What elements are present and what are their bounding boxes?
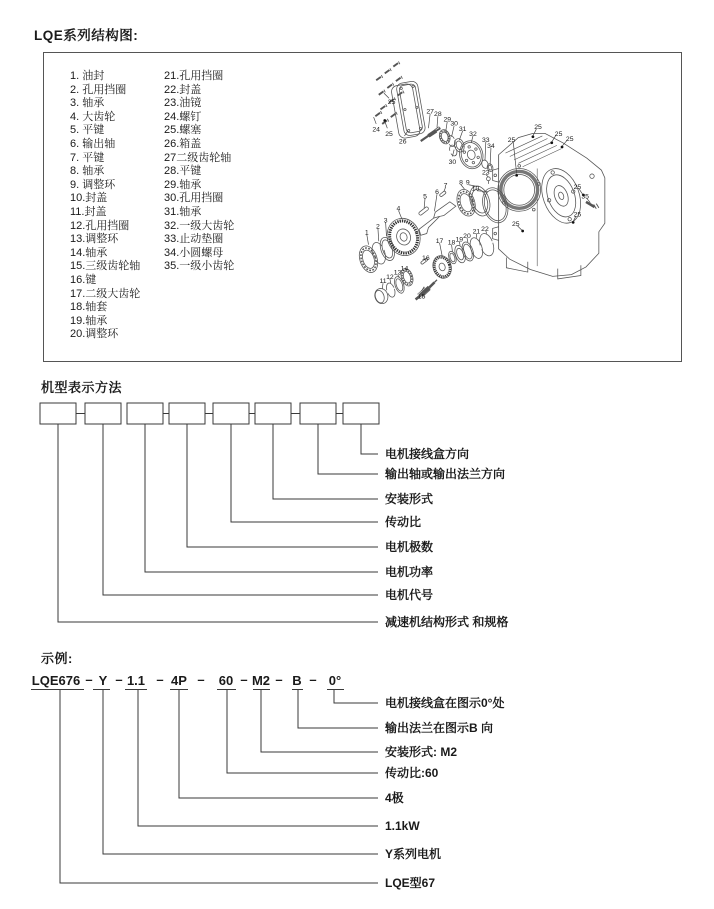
callout-number: 33: [482, 136, 490, 144]
callout-number: 27: [426, 108, 434, 116]
example-code-segment: B: [292, 673, 302, 688]
parts-list-item: 21.孔用挡圈: [164, 70, 224, 82]
callout-number: 8: [459, 179, 463, 187]
structure-section-title: LQE系列结构图:: [34, 28, 139, 43]
example-label: Y系列电机: [385, 847, 442, 861]
callout-number: 15: [417, 293, 426, 301]
parts-list-item: 29.轴承: [164, 178, 202, 191]
parts-list-item: 7. 平键: [70, 151, 105, 164]
callout-layer: [365, 93, 590, 301]
code-separator: –: [115, 672, 123, 687]
callout-number: 31: [458, 125, 467, 133]
label-leader-line: [103, 690, 378, 855]
parts-list-item: 31.轴承: [164, 205, 202, 218]
parts-list-item: 1. 油封: [70, 70, 105, 82]
parts-list-item: 17.二级大齿轮: [70, 287, 141, 300]
label-leader-line: [298, 690, 378, 729]
callout-number: 18: [447, 239, 456, 247]
code-separator: –: [85, 672, 93, 687]
designation-section-title: 机型表示方法: [41, 380, 123, 395]
callout-number: 24: [372, 126, 381, 134]
designation-label: 电机代号: [385, 588, 434, 602]
callout-leader: [485, 142, 486, 161]
label-leader-line: [261, 690, 378, 753]
parts-list-item: 24.螺钉: [164, 110, 202, 123]
designation-label: 电机接线盒方向: [385, 447, 470, 461]
callout-number: 30: [448, 159, 457, 167]
designation-label: 安装形式: [385, 492, 434, 506]
example-label: 传动比:60: [385, 766, 439, 780]
designation-label: 输出轴或输出法兰方向: [385, 467, 506, 481]
callout-number: 32: [469, 130, 477, 138]
callout-leader: [384, 93, 389, 98]
example-label: 安装形式: M2: [385, 745, 458, 759]
label-leader-line: [58, 424, 378, 622]
parts-list-item: 4. 大齿轮: [70, 110, 116, 123]
example-label: LQE型67: [385, 876, 436, 890]
label-leader-line: [318, 424, 378, 474]
parts-list-item: 11.封盖: [70, 205, 107, 218]
parts-list-item: 32.一级大齿轮: [164, 219, 235, 232]
callout-leader: [374, 117, 377, 124]
example-label: 电机接线盒在图示0°处: [385, 696, 505, 710]
callout-number: 13: [393, 269, 402, 277]
parts-list-item: 18.轴套: [70, 301, 108, 314]
callout-number: 10: [471, 185, 480, 193]
callout-number: 19: [455, 236, 464, 244]
code-separator: –: [309, 672, 317, 687]
callout-leader: [434, 194, 437, 211]
designation-diagram: [0, 395, 714, 637]
parts-list-item: 28.平键: [164, 165, 202, 178]
parts-list-item: 20.调整环: [70, 328, 119, 341]
exploded-view-art: [356, 61, 605, 305]
callout-number: 11: [379, 278, 387, 286]
example-label: 输出法兰在图示B 向: [385, 721, 494, 735]
callout-number: 25: [573, 211, 582, 219]
parts-list-item: 10.封盖: [70, 192, 108, 205]
callout-number: 25: [573, 184, 582, 192]
parts-list-item: 23.油镜: [164, 97, 202, 110]
callout-number: 23: [482, 169, 490, 177]
example-code-segment: 4P: [171, 673, 187, 688]
label-leader-line: [187, 424, 378, 547]
callout-number: 12: [386, 273, 394, 281]
designation-box: [343, 403, 379, 424]
parts-list-item: 16.键: [70, 273, 97, 286]
label-leader-line: [145, 424, 378, 572]
parts-list-item: 9. 调整环: [70, 178, 116, 191]
example-diagram: [0, 660, 714, 909]
label-leader-line: [179, 690, 378, 799]
callout-number: 25: [511, 220, 520, 228]
callout-number: 14: [400, 265, 409, 273]
designation-box: [40, 403, 76, 424]
callout-number: 7: [443, 182, 448, 190]
callout-number: 9: [465, 179, 470, 187]
label-leader-line: [138, 690, 378, 827]
callout-leader: [385, 121, 388, 128]
callout-number: 4: [396, 205, 401, 213]
parts-list-item: 26.箱盖: [164, 137, 202, 150]
parts-list-item: 15.三级齿轮轴: [70, 260, 141, 273]
parts-list-item: 27二级齿轮轴: [164, 151, 232, 164]
designation-box: [169, 403, 205, 424]
example-code-segment: 60: [218, 673, 234, 688]
parts-list-item: 35.一级小齿轮: [164, 260, 235, 273]
code-separator: –: [275, 672, 283, 687]
parts-list-item: 19.轴承: [70, 314, 108, 327]
code-separator: –: [197, 672, 205, 687]
callout-number: 17: [435, 237, 444, 245]
parts-list-item: 34.小圆螺母: [164, 246, 224, 259]
designation-box: [255, 403, 291, 424]
callout-number: 25: [385, 130, 393, 138]
parts-list-item: 3. 轴承: [70, 97, 105, 110]
callout-leader: [386, 222, 387, 236]
parts-list-item: 6. 输出轴: [70, 137, 116, 150]
callout-number: 16: [422, 255, 430, 263]
designation-label: 电机极数: [385, 540, 434, 554]
label-leader-line: [361, 424, 378, 454]
callout-leader: [490, 148, 491, 165]
parts-list-item: 5. 平键: [70, 124, 105, 137]
designation-label: 传动比: [385, 515, 422, 529]
parts-list-item: 14.轴承: [70, 246, 108, 259]
designation-box: [300, 403, 336, 424]
callout-number: 34: [487, 142, 495, 150]
code-separator: –: [156, 672, 164, 687]
callout-number: 1: [364, 229, 369, 237]
callout-leader: [428, 114, 430, 129]
label-leader-line: [334, 690, 378, 704]
callout-number: 5: [423, 193, 427, 201]
parts-list-item: 12.孔用挡圈: [70, 219, 130, 232]
callout-number: 25: [387, 99, 396, 107]
parts-list-item: 25.螺塞: [164, 124, 202, 137]
designation-box: [85, 403, 121, 424]
label-leader-line: [231, 424, 378, 522]
label-leader-line: [227, 690, 378, 774]
parts-list-item: 2. 孔用挡圈: [70, 83, 127, 96]
callout-number: 25: [507, 136, 516, 144]
callout-number: 26: [398, 138, 407, 146]
example-code-segment: 1.1: [126, 673, 146, 688]
example-code-segment: M2: [251, 673, 271, 688]
callout-number: 25: [554, 130, 563, 138]
callout-number: 20: [463, 232, 471, 240]
callout-number: 2: [376, 223, 380, 231]
parts-list-item: 30.孔用挡圈: [164, 192, 224, 205]
callout-number: 28: [434, 111, 442, 119]
code-separator: –: [240, 672, 248, 687]
example-label: 1.1kW: [385, 819, 420, 833]
callout-number: 22: [481, 225, 489, 233]
parts-list-item: 8. 轴承: [70, 165, 105, 178]
example-code-segment: LQE676: [31, 673, 81, 688]
designation-label: 减速机结构形式 和规格: [385, 615, 509, 629]
example-section-title: 示例:: [41, 651, 73, 666]
callout-number: 25: [534, 124, 542, 132]
callout-number: 25: [565, 136, 574, 144]
example-code-segment: Y: [98, 673, 108, 688]
example-code-segment: 0°: [328, 673, 342, 688]
example-label: 4极: [385, 791, 404, 805]
callout-number: 3: [383, 217, 388, 225]
designation-box: [213, 403, 249, 424]
label-leader-line: [273, 424, 378, 499]
callout-number: 35: [581, 193, 589, 201]
parts-list-item: 22.封盖: [164, 83, 202, 96]
parts-list-item: 33.止动垫圈: [164, 233, 224, 246]
callout-number: 29: [443, 116, 452, 124]
label-leader-line: [103, 424, 378, 595]
parts-list-item: 13.调整环: [70, 233, 119, 246]
exploded-view-diagram: [43, 52, 682, 362]
designation-box: [127, 403, 163, 424]
designation-label: 电机功率: [385, 565, 434, 579]
callout-number: 6: [435, 189, 439, 197]
callout-number: 30: [450, 120, 458, 128]
callout-number: 21: [472, 228, 481, 236]
